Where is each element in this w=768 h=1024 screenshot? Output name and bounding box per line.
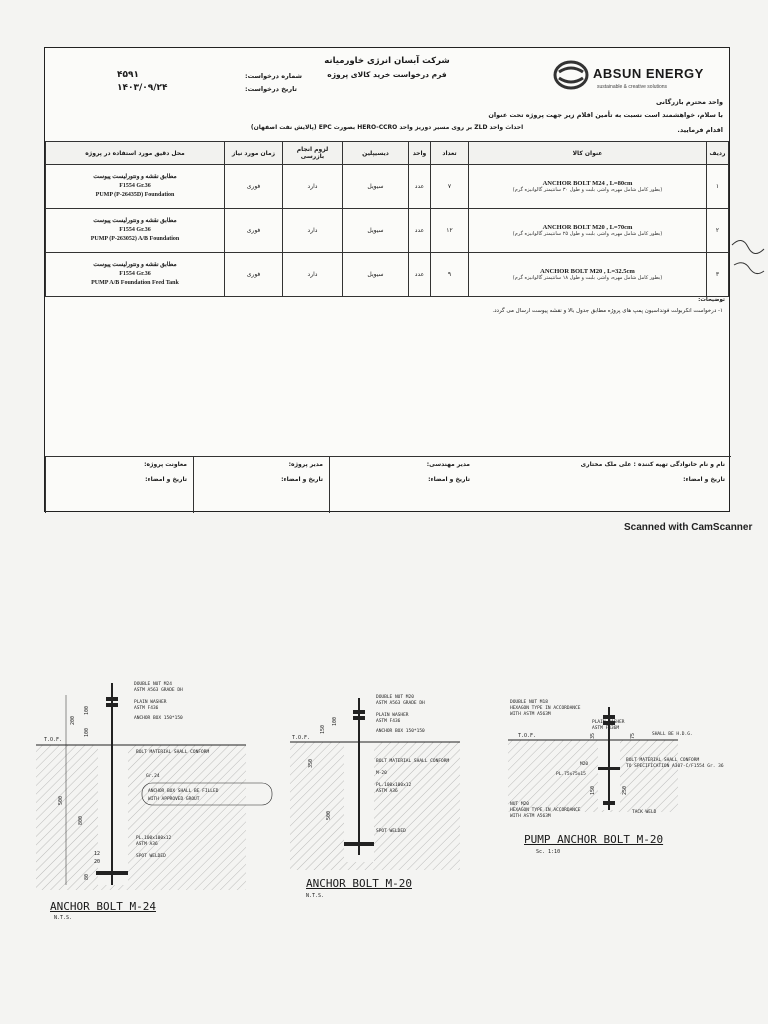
location-equip: PUMP A/B Foundation Feed Tank xyxy=(91,280,179,286)
note-spot-welded: SPOT WELDED xyxy=(136,854,166,859)
note-astm-f436: ASTM F436 xyxy=(376,719,401,724)
location-grade: F1554 Gr.36 xyxy=(119,271,151,277)
request-date: ۱۴۰۳/۰۹/۲۴ xyxy=(117,83,168,93)
note-hexagon: HEXAGON TYPE IN ACCORDANCE xyxy=(510,706,581,711)
tof-label: T.O.F. xyxy=(518,733,537,739)
scale-m24: N.T.S. xyxy=(54,915,73,921)
dim: 500 xyxy=(58,795,64,805)
item-title: ANCHOR BOLT M20 , L=70cm xyxy=(542,224,633,231)
row-no: ۲ xyxy=(707,209,729,253)
location-ref: مطابق نقشه و ونتورلیست پیوست xyxy=(93,174,177,180)
item-desc: (بطور کامل شامل مهره، واشر، بلبت و طول ۳۰ سانتیمتر گالوانیزه گرم) xyxy=(512,187,663,193)
dim: 350 xyxy=(308,758,314,768)
note-astm-a36: ASTM A36 xyxy=(376,789,398,794)
col-unit: واحد xyxy=(409,142,431,165)
note-washer: PLAIN WASHER xyxy=(592,720,625,725)
intro-salutation: واحد محترم بازرگانی xyxy=(655,98,723,106)
scanner-watermark: Scanned with CamScanner xyxy=(624,522,753,533)
dim: 200 xyxy=(70,715,76,725)
project-title: احداث واحد ZLD بر روی مسیر دوریز واحد HERO-CCRO بصورت EPC (پالایش نفت اصفهان) xyxy=(250,124,524,131)
col-inspection: لزوم انجام بازرسی xyxy=(283,142,343,165)
scale-pump: Sc. 1:10 xyxy=(536,849,561,855)
note-astm-a563: ASTM A563 GRADE DH xyxy=(376,701,425,706)
discipline: سیویل xyxy=(343,253,409,297)
dim: 100 xyxy=(84,705,90,715)
note-double-nut: DOUBLE NUT M18 xyxy=(510,700,548,705)
scale-m20: N.T.S. xyxy=(306,893,325,899)
note-grout: ANCHOR BOX SHALL BE FILLED xyxy=(148,789,219,794)
dim: 150 xyxy=(320,724,326,734)
drawing-anchor-bolt-m20 xyxy=(290,690,490,875)
unit: عدد xyxy=(409,165,431,209)
tof-label: T.O.F. xyxy=(292,735,311,741)
location-grade: F1554 Gr.36 xyxy=(119,227,151,233)
request-number: ۴۵۹۱ xyxy=(117,70,139,80)
dim: 250 xyxy=(622,785,628,795)
row-no: ۳ xyxy=(707,253,729,297)
dim: 12 xyxy=(94,851,101,857)
note-spot-welded: SPOT WELDED xyxy=(376,829,406,834)
table-row xyxy=(46,253,729,297)
note-tack-weld: TACK WELD xyxy=(632,810,657,815)
purchase-request-form xyxy=(44,47,730,512)
eng-manager-date: تاریخ و امضاء: xyxy=(428,476,470,483)
tof-label: T.O.F. xyxy=(44,737,63,743)
note-astm-f436: ASTM F436 xyxy=(134,706,159,711)
signature-deputy xyxy=(45,456,193,513)
drawing-title-pump: PUMP ANCHOR BOLT M-20 xyxy=(524,833,664,846)
unit: عدد xyxy=(409,253,431,297)
deputy-date: تاریخ و امضاء: xyxy=(145,476,187,483)
note-astm-a563: ASTM A563 GRADE DH xyxy=(134,688,183,693)
dim: 500 xyxy=(326,810,332,820)
inspection: دارد xyxy=(283,253,343,297)
dim: 100 xyxy=(84,727,90,737)
col-qty: تعداد xyxy=(431,142,469,165)
note-hdg: SHALL BE H.D.G. xyxy=(652,732,693,737)
item-desc: (بطور کامل شامل مهره، واشر، بلبت و طول ۱۸ سانتیمتر گالوانیزه گرم) xyxy=(512,275,663,281)
note-washer: PLAIN WASHER xyxy=(134,700,167,705)
note-hexagon-2: HEXAGON TYPE IN ACCORDANCE xyxy=(510,808,581,813)
note-grade: M-20 xyxy=(376,771,387,776)
discipline: سیویل xyxy=(343,165,409,209)
note-bolt-material: BOLT MATERIAL SHALL CONFORM xyxy=(376,759,450,764)
drawing-anchor-bolt-m24 xyxy=(36,675,286,890)
note-m20: M20 xyxy=(580,762,589,767)
signature-proj-manager xyxy=(193,456,329,513)
qty: ۱۲ xyxy=(431,209,469,253)
note-line: ۱- درخواست انکربولت فونداسیون پمپ های پروژه مطابق جدول بالا و نقشه پیوست ارسال می گردد. xyxy=(492,308,723,314)
row-no: ۱ xyxy=(707,165,729,209)
col-time: زمان مورد نیاز xyxy=(225,142,283,165)
location xyxy=(46,209,225,253)
drawing-title-m20: ANCHOR BOLT M-20 xyxy=(306,877,412,890)
item-cell xyxy=(469,253,707,297)
form-title: فرم درخواست خرید کالای پروژه xyxy=(327,70,447,79)
inspection: دارد xyxy=(283,209,343,253)
note-anchor-box: ANCHOR BOX 150*150 xyxy=(134,716,183,721)
proj-manager-date: تاریخ و امضاء: xyxy=(281,476,323,483)
time: فوری xyxy=(225,253,283,297)
request-date-label: تاریخ درخواست: xyxy=(245,85,297,93)
dim: 80 xyxy=(84,873,90,880)
note-double-nut: DOUBLE NUT M24 xyxy=(134,682,172,687)
location-grade: F1554 Gr.36 xyxy=(119,183,151,189)
note-washer: PLAIN WASHER xyxy=(376,713,409,718)
item-title: ANCHOR BOLT M24 , L=80cm xyxy=(542,180,633,187)
note-bolt-material: BOLT MATERIAL SHALL CONFORM xyxy=(626,758,700,763)
items-table xyxy=(45,141,729,297)
note-double-nut: DOUBLE NUT M20 xyxy=(376,695,414,700)
col-discipline: دیسیپلین xyxy=(343,142,409,165)
note-astm-a563m: WITH ASTM A563M xyxy=(510,712,551,717)
note-anchor-box: ANCHOR BOX 150*150 xyxy=(376,729,425,734)
dim: 100 xyxy=(332,716,338,726)
note-spec: TO SPECIFICATION A307-C/F1554 Gr. 36 xyxy=(626,764,724,769)
table-row xyxy=(46,209,729,253)
note-plate: PL.100x100x12 xyxy=(376,783,412,788)
col-row-no: ردیف xyxy=(707,142,729,165)
location-equip: PUMP (P-26435D) Foundation xyxy=(95,192,175,198)
eng-manager-label: مدیر مهندسی: xyxy=(426,461,470,468)
note-nut: NUT M20 xyxy=(510,802,529,807)
notes-heading: توضیحات: xyxy=(698,297,725,303)
preparer-name: نام و نام خانوادگی تهیه کننده : علی ملک مختاری xyxy=(580,461,725,468)
location xyxy=(46,165,225,209)
note-astm-a563m-2: WITH ASTM A563M xyxy=(510,814,551,819)
qty: ۹ xyxy=(431,253,469,297)
col-location: محل دقیق مورد استفاده در پروژه xyxy=(46,142,225,165)
logo-tagline: sustainable & creative solutions xyxy=(597,84,668,90)
qty: ۷ xyxy=(431,165,469,209)
note-plate: PL.100x100x12 xyxy=(136,836,172,841)
proj-manager-label: مدیر پروژه: xyxy=(288,461,323,468)
note-astm-f436m: ASTM F436M xyxy=(592,726,620,731)
inspection: دارد xyxy=(283,165,343,209)
table-row xyxy=(46,165,729,209)
dim: 800 xyxy=(78,815,84,825)
deputy-label: معاونت پروژه: xyxy=(144,461,187,468)
col-item-title: عنوان کالا xyxy=(469,142,707,165)
item-desc: (بطور کامل شامل مهره، واشر، بلبت و طول ۲۵ سانتیمتر گالوانیزه گرم) xyxy=(512,231,663,237)
intro-request: با سلام، خواهشمند است نسبت به تأمین اقلام زیر جهت پروژه تحت عنوان xyxy=(488,111,723,119)
time: فوری xyxy=(225,209,283,253)
company-name: شرکت آبسان انرژی خاورمیانه xyxy=(324,56,450,66)
intro-closing: اقدام فرمایید. xyxy=(677,126,723,134)
request-number-label: شماره درخواست: xyxy=(245,72,302,80)
dim: 35 xyxy=(590,732,596,739)
dim: 150 xyxy=(590,785,596,795)
signature-preparer xyxy=(476,456,731,513)
logo-text: ABSUN ENERGY xyxy=(593,66,704,81)
location-ref: مطابق نقشه و ونتورلیست پیوست xyxy=(93,262,177,268)
drawing-title-m24: ANCHOR BOLT M-24 xyxy=(50,900,156,913)
drawing-pump-anchor-bolt-m20 xyxy=(498,695,728,830)
table-header-row xyxy=(46,142,729,165)
note-grout-2: WITH APPROVED GROUT xyxy=(148,797,200,802)
form-header xyxy=(45,48,729,138)
item-cell xyxy=(469,209,707,253)
unit: عدد xyxy=(409,209,431,253)
location-ref: مطابق نقشه و ونتورلیست پیوست xyxy=(93,218,177,224)
handwritten-mark xyxy=(728,225,768,285)
location-equip: PUMP (P-263052) A/B Foundation xyxy=(90,236,180,242)
dim: 20 xyxy=(94,859,101,865)
location xyxy=(46,253,225,297)
note-astm-a36: ASTM A36 xyxy=(136,842,158,847)
item-title: ANCHOR BOLT M20 , L=32.5cm xyxy=(540,268,635,275)
note-grade: Gr.24 xyxy=(146,774,160,779)
dim: 75 xyxy=(630,732,636,739)
signature-eng-manager xyxy=(329,456,476,513)
item-cell xyxy=(469,165,707,209)
note-plate: PL.75x75x15 xyxy=(556,772,586,777)
preparer-date: تاریخ و امضاء: xyxy=(683,476,725,483)
note-bolt-material: BOLT MATERIAL SHALL CONFORM xyxy=(136,750,210,755)
time: فوری xyxy=(225,165,283,209)
discipline: سیویل xyxy=(343,209,409,253)
